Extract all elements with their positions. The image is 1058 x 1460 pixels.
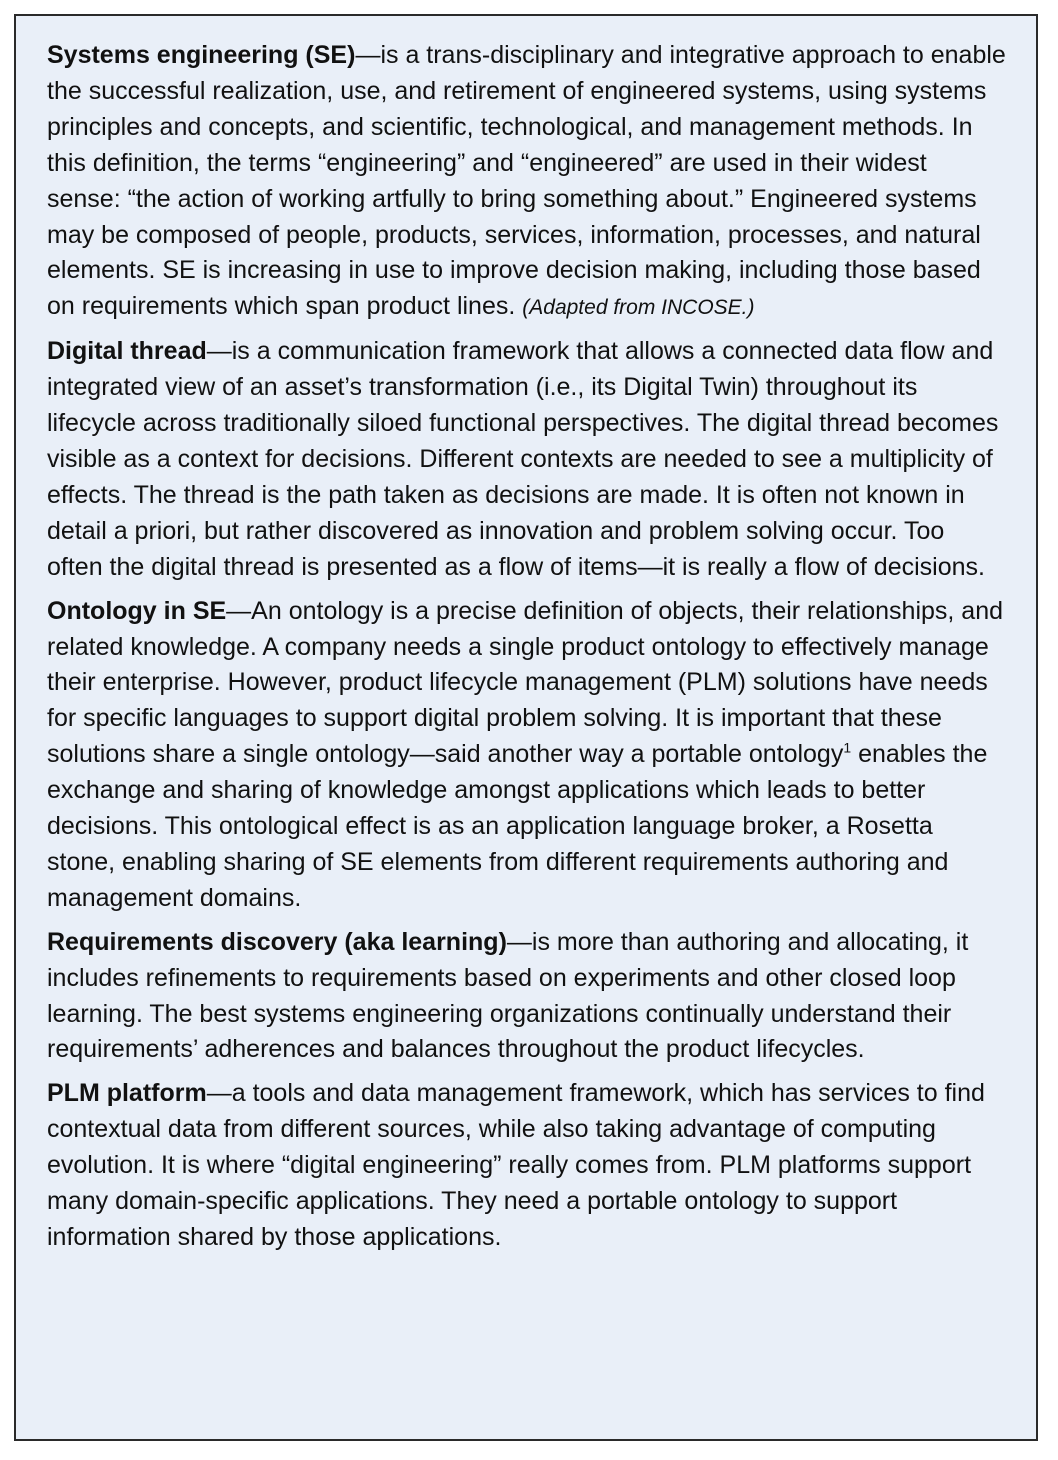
definition-term: Digital thread	[47, 337, 207, 366]
definition-term: Systems engineering (SE)	[47, 41, 356, 69]
definition-ontology-in-se	[47, 594, 1006, 917]
footnote-marker: 1	[843, 739, 852, 756]
definition-body: —is more than authoring and allocating, it includes refinements to requirements based on experiments and other closed loop learning. The best systems engineering organizations continually understand their requirements’ adherences and balances throughout the product lifecycles.	[47, 927, 969, 1064]
definition-body: —is a trans-disciplinary and integrative approach to enable the successful realization, use, and retirement of engineered systems, using systems principles and concepts, and scientific, technological, and management methods. In this definition, the terms “engineering” and “engineered” are used in their widest sense: “the action of working artfully to bring something about.” Engineered systems may be composed of people, products, services, information, processes, and natural elements. SE is increasing in use to improve decision making, including those based on requirements which span product lines.	[47, 41, 1006, 321]
definition-plm-platform	[47, 1076, 1006, 1256]
definition-body-part-1: —An ontology is a precise definition of objects, their relationships, and related knowledge. A company needs a single product ontology to effectively manage their enterprise. However, product lifecycle management (PLM) solutions have needs for specific languages to support digital problem solving. It is important that these solutions share a single ontology—said another way a portable ontology	[47, 596, 1004, 769]
definition-body-part-2: enables the exchange and sharing of knowledge amongst applications which leads to better decisions. This ontological effect is as an application language broker, a Rosetta stone, enabling sharing of SE elements from different requirements authoring and management domains.	[47, 740, 988, 912]
definition-source: (Adapted from INCOSE.)	[522, 296, 755, 320]
definition-body: —a tools and data management framework, which has services to find contextual data from different sources, while also taking advantage of computing evolution. It is where “digital engineering” really comes from. PLM platforms support many domain-specific applications. They need a portable ontology to support information shared by those applications.	[47, 1079, 985, 1251]
definition-term: PLM platform	[47, 1079, 207, 1108]
definition-requirements-discovery	[47, 925, 1006, 1069]
definition-digital-thread	[47, 334, 1006, 585]
definition-body: —is a communication framework that allows a connected data flow and integrated view of an asset’s transformation (i.e., its Digital Twin) throughout its lifecycle across traditionally siloed functional perspectives. The digital thread becomes visible as a context for decisions. Different contexts are needed to see a multiplicity of effects. The thread is the path taken as decisions are made. It is often not known in detail a priori, but rather discovered as innovation and problem solving occur. Too often the digital thread is presented as a flow of items—it is really a flow of decisions.	[47, 337, 999, 581]
definition-term: Ontology in SE	[47, 596, 227, 625]
definition-term: Requirements discovery (aka learning)	[47, 927, 507, 956]
definitions-sidebar	[14, 14, 1038, 1441]
definition-systems-engineering	[47, 38, 1006, 326]
